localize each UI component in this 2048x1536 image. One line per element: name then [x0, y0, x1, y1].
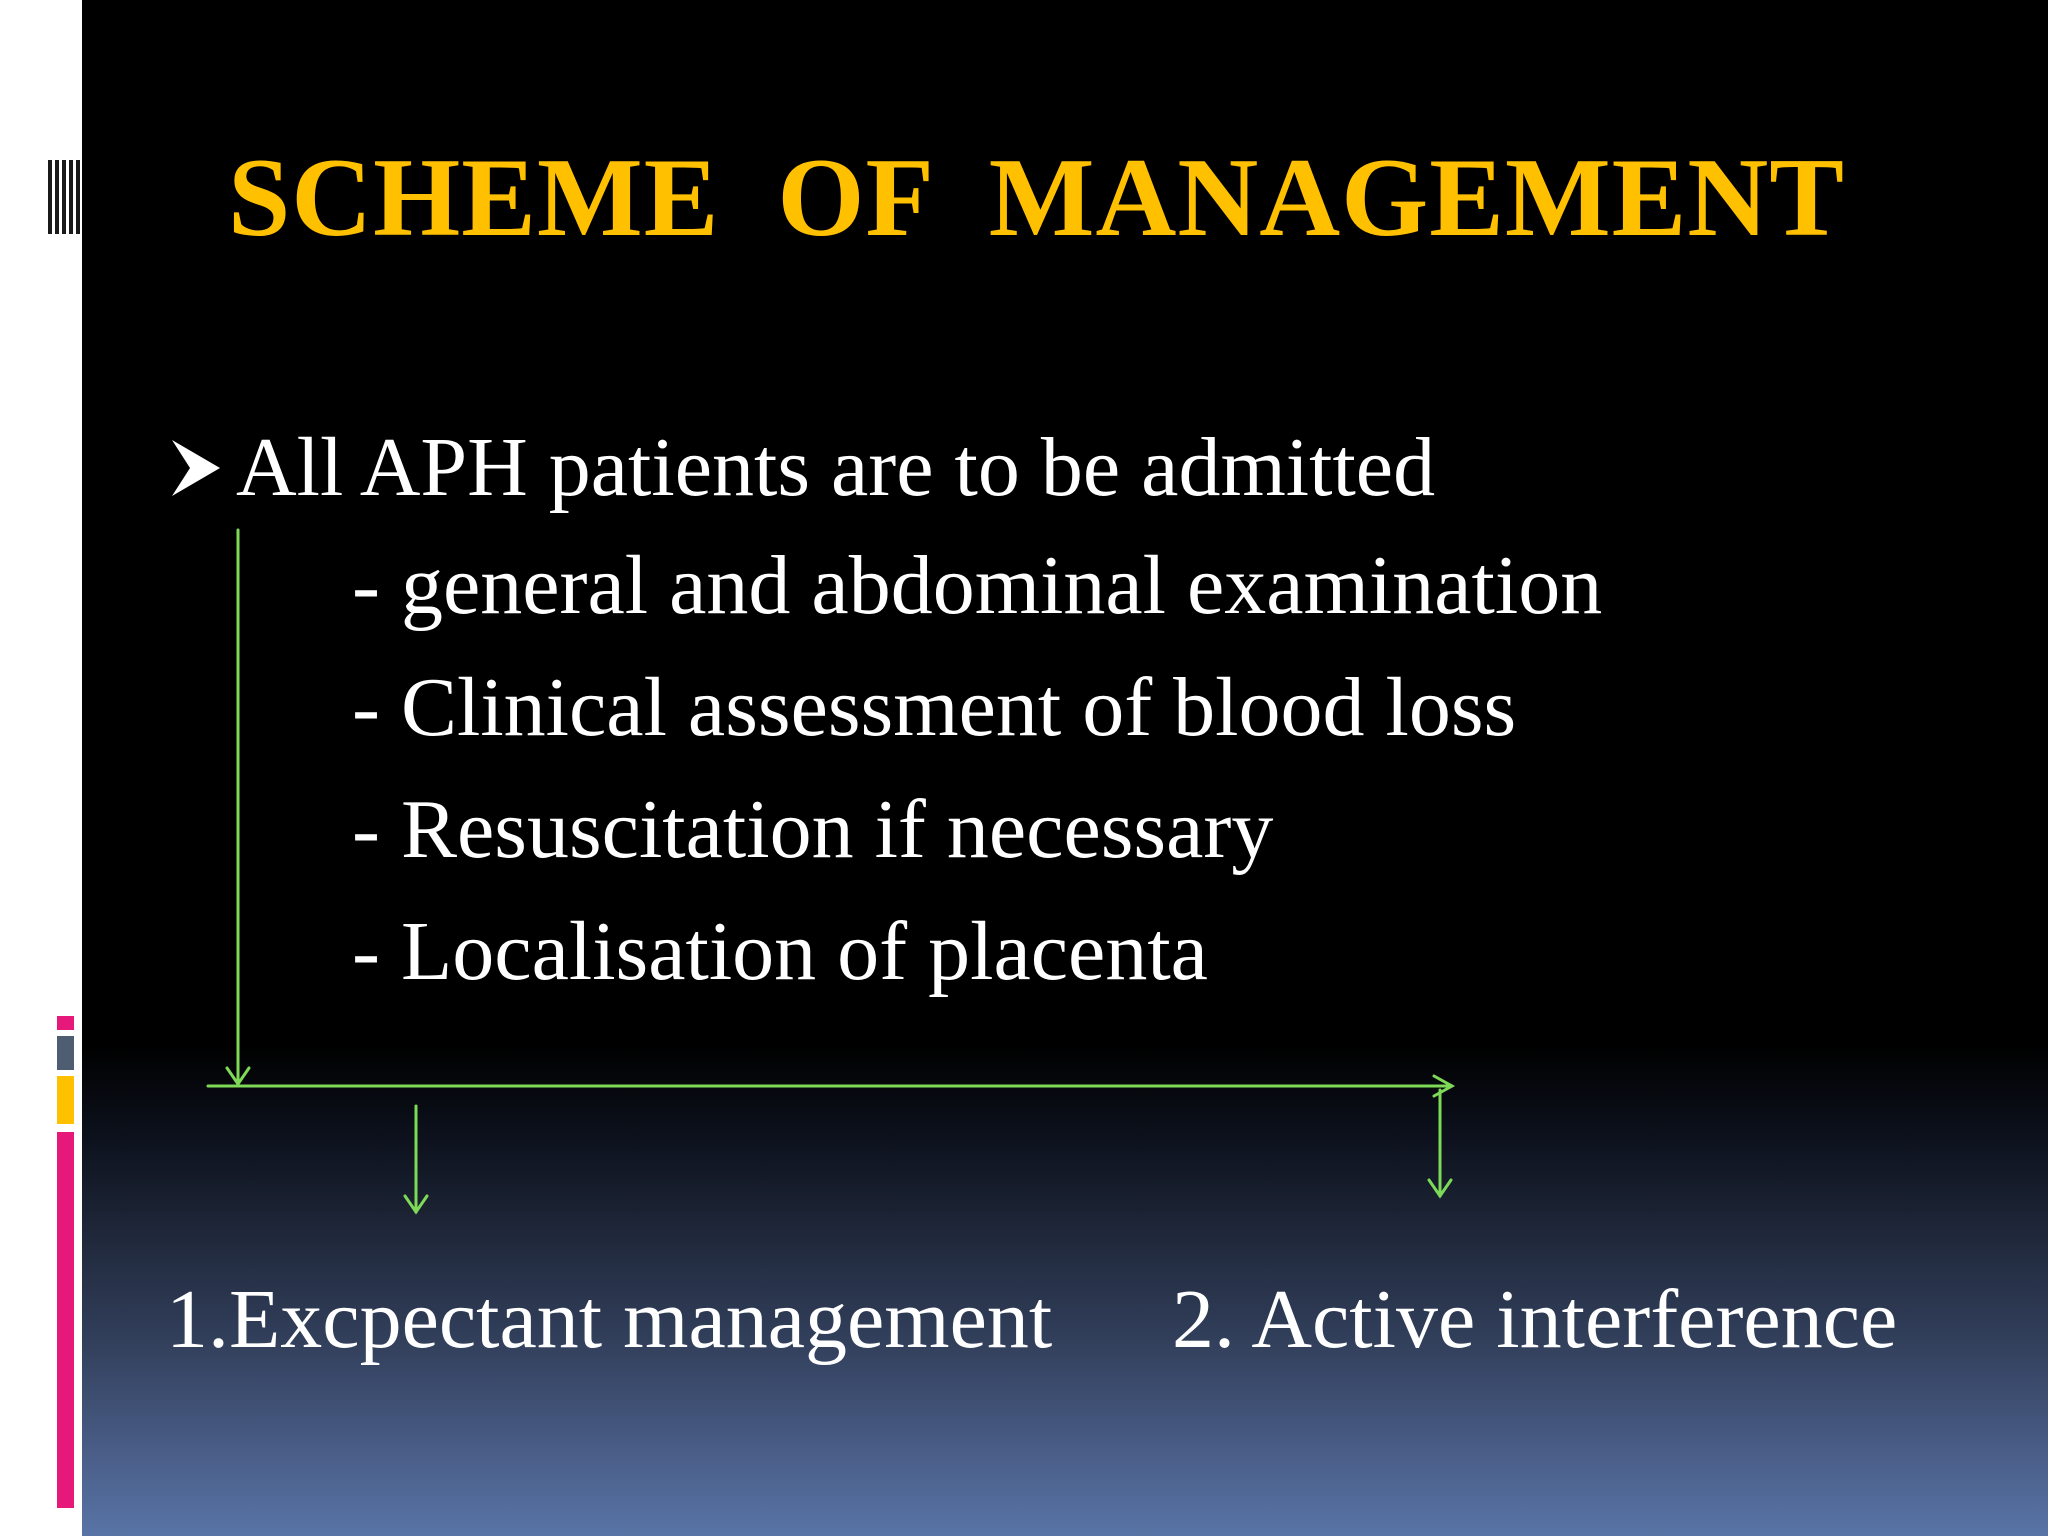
sub-item-placenta: - Localisation of placenta [352, 905, 1208, 998]
outcome-expectant: 1.Excpectant management [166, 1273, 1053, 1366]
sub-item-examination: - general and abdominal examination [352, 539, 1603, 632]
outcome-active: 2. Active interference [1172, 1273, 1898, 1366]
arrow-bullet-icon [170, 438, 222, 498]
accent-bar-slate [57, 1036, 74, 1070]
accent-bar-pink-top [57, 1016, 74, 1030]
sub-item-resuscitation: - Resuscitation if necessary [352, 783, 1274, 876]
sub-item-blood-loss: - Clinical assessment of blood loss [352, 661, 1517, 754]
main-point [170, 418, 1435, 518]
barcode-decoration [48, 160, 82, 234]
accent-bar-pink [57, 1132, 74, 1508]
accent-bar-yellow [57, 1076, 74, 1124]
main-point-text: All APH patients are to be admitted [236, 421, 1436, 514]
slide-title: SCHEME OF MANAGEMENT [228, 136, 1845, 260]
left-strip [0, 0, 82, 1536]
